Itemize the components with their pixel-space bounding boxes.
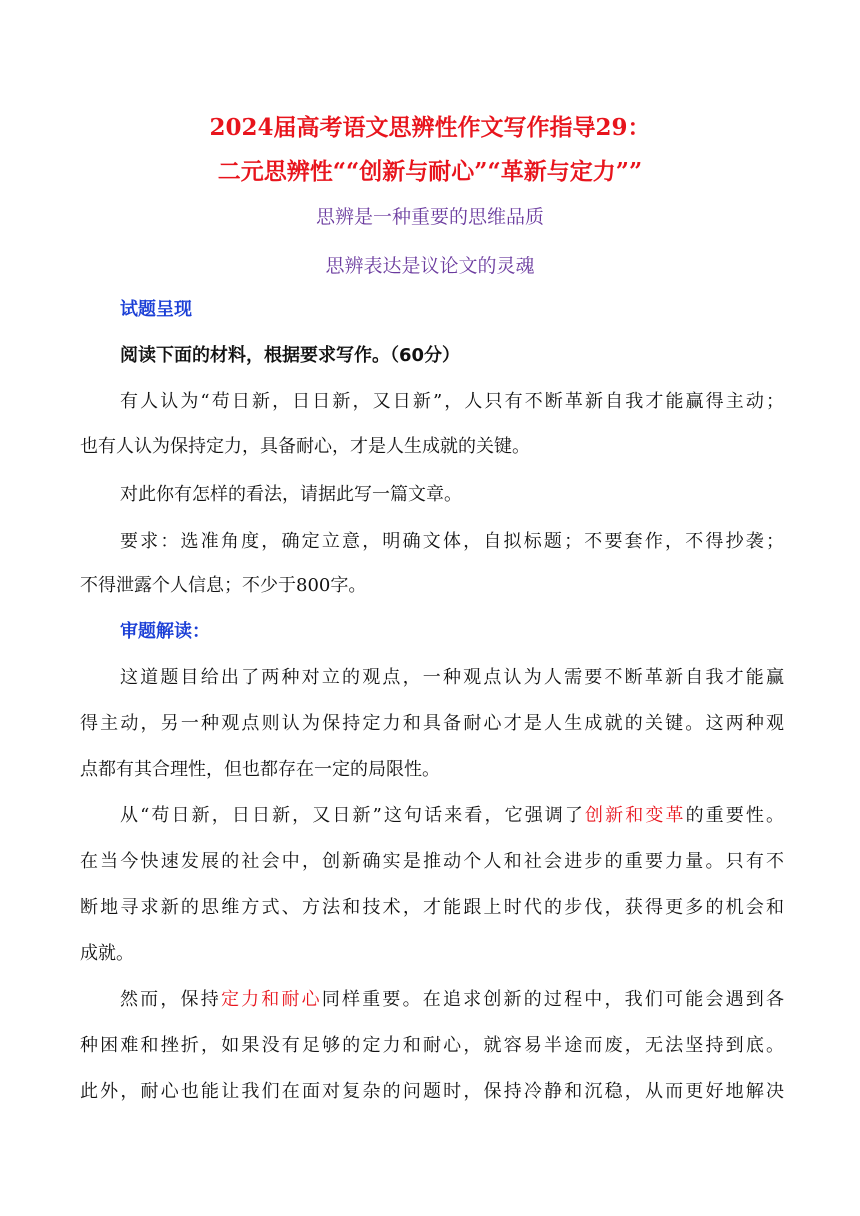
subtitle-2: 思辨表达是议论文的灵魂: [325, 255, 535, 277]
analysis-line: 这道题目给出了两种对立的观点，一种观点认为人需要不断革新自我才能赢: [120, 667, 784, 688]
section-heading-prompt: 试题呈现: [120, 299, 192, 320]
analysis-line: 得主动，另一种观点则认为保持定力和具备耐心才是人生成就的关键。这两种观: [80, 713, 784, 734]
highlight-innovation: 创新和变革: [585, 805, 686, 826]
title-line-2: 二元思辨性““创新与耐心”“革新与定力””: [217, 158, 643, 185]
subtitle-1: 思辨是一种重要的思维品质: [315, 206, 544, 228]
analysis-line: 在当今快速发展的社会中，创新确实是推动个人和社会进步的重要力量。只有不: [80, 851, 784, 872]
line-text: 同样重要。在追求创新的过程中，我们可能会遇到各: [321, 989, 784, 1010]
analysis-line: [120, 988, 784, 1012]
line-text: 从“苟日新，日日新，又日新”这句话来看，它强调了: [120, 805, 586, 826]
analysis-line: 种困难和挫折，如果没有足够的定力和耐心，就容易半途而废，无法坚持到底。: [80, 1035, 784, 1056]
section-heading-analysis: 审题解读：: [120, 621, 210, 642]
analysis-line: 点都有其合理性，但也都存在一定的局限性。: [80, 759, 440, 780]
prompt-line: 有人认为“苟日新，日日新，又日新”，人只有不断革新自我才能赢得主动；: [120, 391, 784, 412]
line-text: 然而，保持: [120, 989, 221, 1010]
highlight-patience: 定力和耐心: [220, 989, 322, 1010]
analysis-line: [120, 804, 784, 828]
analysis-line: 断地寻求新的思维方式、方法和技术，才能跟上时代的步伐，获得更多的机会和: [80, 897, 784, 918]
line-text: 的重要性。: [685, 805, 784, 826]
prompt-line: 对此你有怎样的看法，请据此写一篇文章。: [120, 484, 462, 505]
prompt-line: 也有人认为保持定力，具备耐心，才是人生成就的关键。: [80, 436, 530, 457]
prompt-instruction: 阅读下面的材料，根据要求写作。（60分）: [120, 345, 461, 366]
analysis-line: 成就。: [80, 943, 134, 964]
analysis-line: 此外，耐心也能让我们在面对复杂的问题时，保持冷静和沉稳，从而更好地解决: [80, 1081, 784, 1102]
title-line-1: 2024届高考语文思辨性作文写作指导29：: [209, 114, 651, 141]
prompt-line: 不得泄露个人信息；不少于800字。: [80, 575, 367, 596]
prompt-line: 要求：选准角度，确定立意，明确文体，自拟标题；不要套作，不得抄袭；: [120, 531, 784, 552]
